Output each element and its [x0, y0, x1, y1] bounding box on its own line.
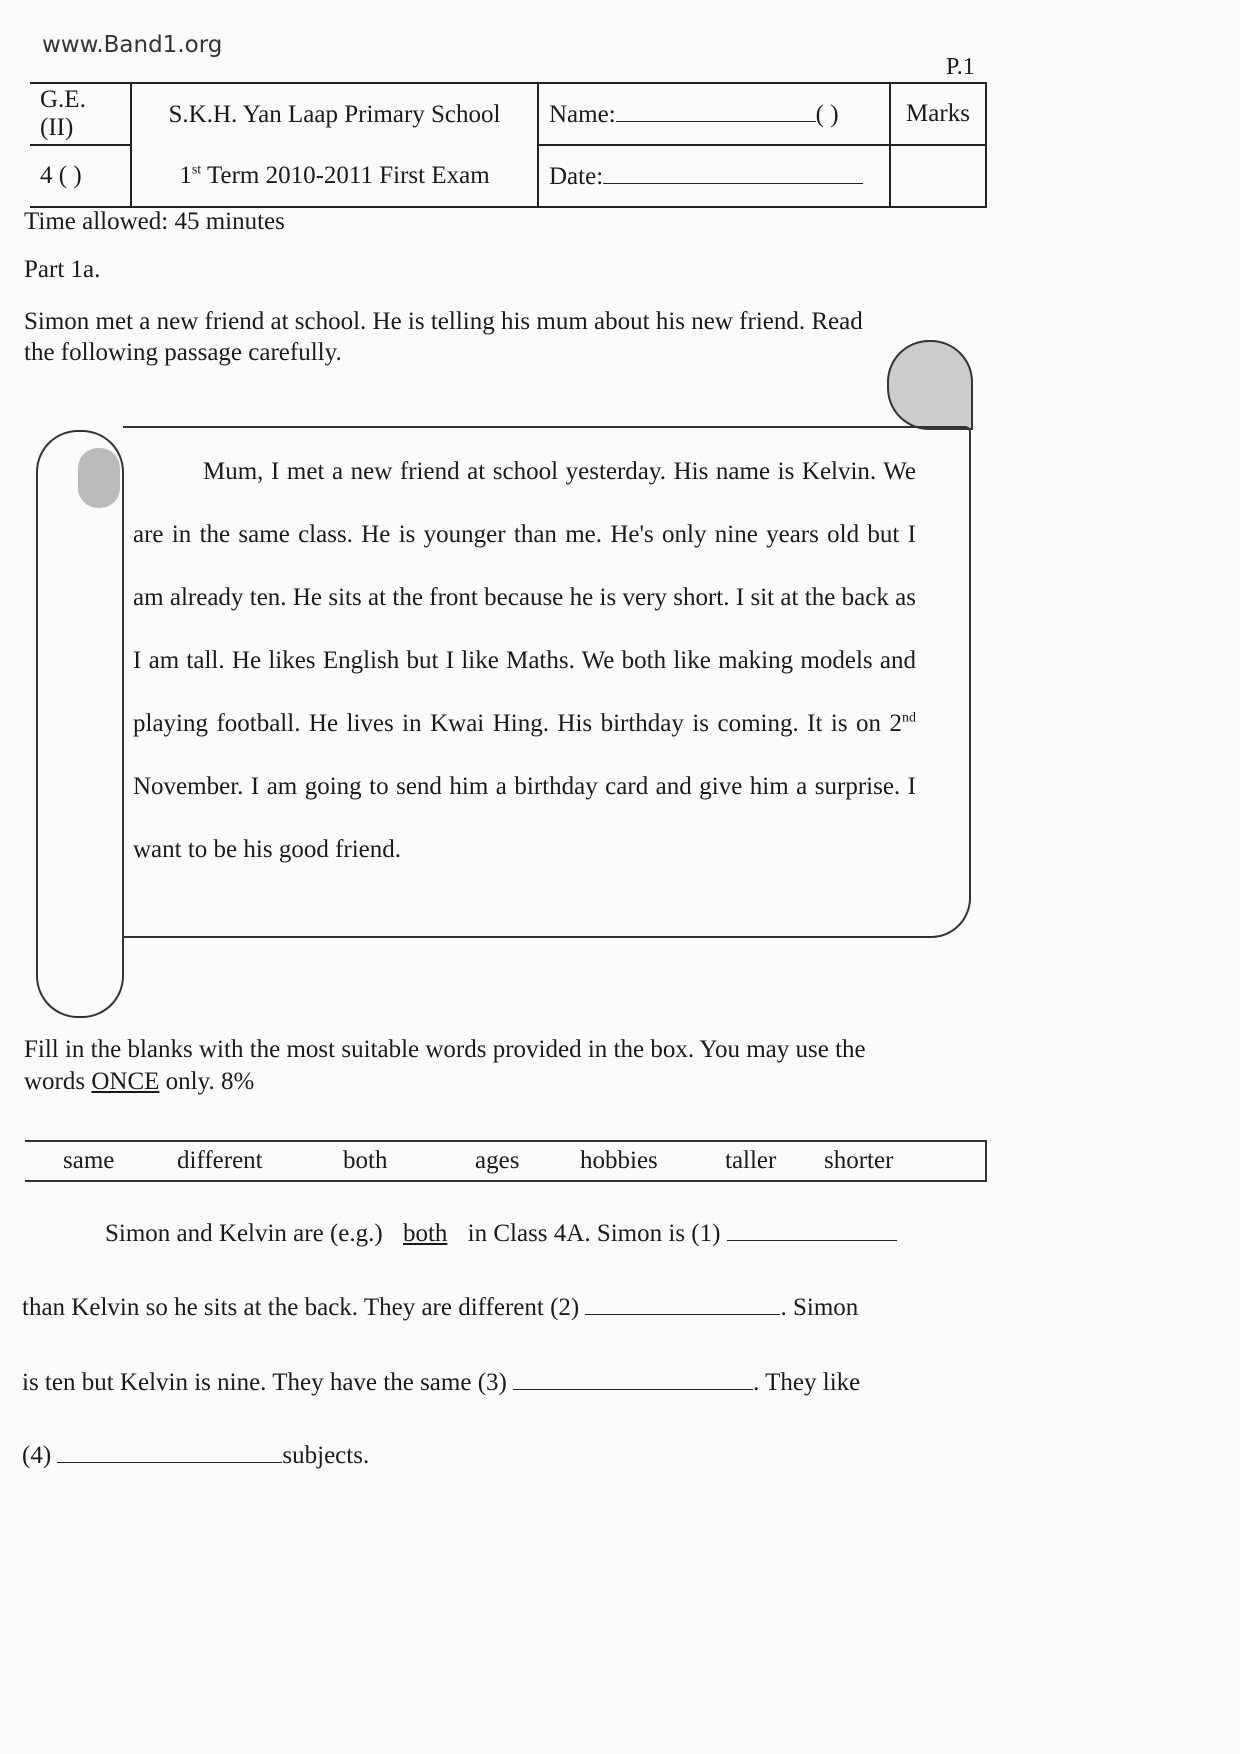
instr-once: ONCE: [91, 1068, 160, 1095]
word: taller: [725, 1147, 777, 1174]
school-name: S.K.H. Yan Laap Primary School: [131, 83, 538, 145]
instr-pre: words: [24, 1068, 92, 1095]
exercise-line-1: [105, 1218, 897, 1248]
instr-post: only. 8%: [159, 1068, 255, 1095]
exam-header-table: [30, 82, 987, 208]
scroll-knob: [78, 448, 120, 508]
passage-sup: nd: [902, 710, 916, 726]
marks-box[interactable]: [890, 145, 986, 207]
blank-1[interactable]: [727, 1218, 897, 1241]
term-sup: st: [191, 162, 202, 178]
class-field: 4 ( ): [30, 145, 131, 207]
scroll-left-curl: [36, 430, 124, 1018]
scroll-top-curl: [887, 340, 973, 430]
site-watermark: www.Band1.org: [42, 32, 223, 58]
s2b: . Simon: [780, 1294, 859, 1321]
word: different: [177, 1147, 263, 1174]
exercise-line-4: [22, 1440, 369, 1470]
part-heading: Part 1a.: [24, 256, 101, 283]
word: hobbies: [580, 1147, 658, 1174]
s2a: than Kelvin so he sits at the back. They are different (2): [22, 1294, 580, 1321]
page-number: P.1: [946, 54, 975, 80]
blank-4[interactable]: [57, 1440, 282, 1463]
date-label: Date:: [549, 163, 604, 190]
blank-2[interactable]: [585, 1292, 780, 1315]
intro-line-2: the following passage carefully.: [24, 339, 342, 366]
term-num: 1: [179, 161, 192, 189]
name-label: Name:: [549, 101, 616, 128]
date-field[interactable]: [538, 145, 890, 207]
name-field[interactable]: [538, 83, 890, 145]
example-answer: both: [402, 1220, 448, 1247]
word: both: [343, 1147, 388, 1174]
passage: [133, 440, 916, 881]
intro-line-1: Simon met a new friend at school. He is telling his mum about his new friend. Read: [24, 308, 863, 335]
exercise-line-3: [22, 1367, 860, 1397]
passage-text-end: November. I am going to send him a birthday card and give him a surprise. I want to be his good friend.: [133, 773, 916, 863]
subject: G.E. (II): [30, 83, 131, 145]
word-box: [25, 1140, 987, 1182]
s3b: . They like: [753, 1369, 861, 1396]
word: shorter: [824, 1147, 894, 1174]
instruction-line-2: [24, 1068, 254, 1096]
s4b: subjects.: [282, 1442, 370, 1469]
s1b: in Class 4A. Simon is (1): [467, 1220, 721, 1247]
s3a: is ten but Kelvin is nine. They have the same (3): [22, 1369, 507, 1396]
marks-label: Marks: [890, 83, 986, 145]
blank-3[interactable]: [513, 1367, 753, 1390]
word: same: [63, 1147, 115, 1174]
passage-text: Mum, I met a new friend at school yesterday. His name is Kelvin. We are in the same class. He is younger than me. He's only nine years old but I am already ten. He sits at the front because he is very short. I sit at the back as I am tall. He likes English but I like Maths. We both like making models and playing football. He lives in Kwai Hing. His birthday is coming. It is on 2: [133, 458, 916, 737]
term-title: [131, 145, 538, 207]
word: ages: [475, 1147, 520, 1174]
exercise-line-2: [22, 1292, 858, 1322]
time-allowed: Time allowed: 45 minutes: [24, 208, 285, 235]
s4a: (4): [22, 1442, 52, 1469]
instruction-line-1: Fill in the blanks with the most suitable words provided in the box. You may use the: [24, 1036, 866, 1063]
s1a: Simon and Kelvin are (e.g.): [105, 1220, 383, 1247]
term-text: Term 2010-2011 First Exam: [201, 161, 490, 189]
class-number-field: ( ): [815, 101, 839, 128]
